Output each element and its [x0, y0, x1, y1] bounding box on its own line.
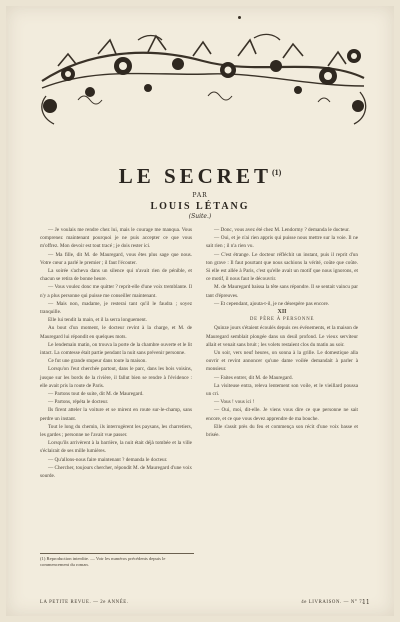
paragraph: — Donc, vous avez été chez M. Lendormy ? demanda le docteur.: [214, 227, 350, 233]
paragraph: — Et cependant, ajouta-t-il, je ne désespère pas encore.: [214, 300, 330, 307]
paragraph: — C'est étrange. Le docteur réfléchit un instant, puis il reprit d'un ton grave : Il faut pourtant que nous sachions la vérité, coûte que coûte. Si elle est allée à Paris, c'est qu'elle avait un motif que nous ignorons, et ce motif, il nous faut le découvrir.: [206, 251, 358, 283]
paragraph: Ce fut une grande stupeur dans toute la maison.: [48, 358, 147, 365]
paragraph: Elle s'assit près du feu et commença son récit d'une voix basse et brisée.: [206, 423, 358, 439]
paragraph: Le lendemain matin, on trouva la porte de la chambre ouverte et le lit intact. La comtesse était partie pendant la nuit sans prévenir personne.: [40, 341, 192, 357]
paragraph: — Oui, moi, dit-elle. Je viens vous dire ce que personne ne sait encore, et ce que vous devez apprendre de ma bouche.: [206, 407, 358, 422]
paragraph: La visiteuse entra, releva lentement son voile, et le vieillard poussa un cri.: [206, 382, 358, 398]
page-footer: [40, 600, 364, 605]
paragraph: — Faites entrer, dit M. de Mauregard.: [214, 374, 293, 381]
page-ink-mark: [238, 16, 241, 19]
byline-par: PAR: [192, 192, 208, 199]
paragraph: — Vous voulez donc me quitter ? reprit-elle d'une voix tremblante. Il n'y a plus personne qui puisse me conseiller maintenant.: [40, 284, 192, 299]
paragraph: Elle lui tendit la main, et il la serra longuement.: [48, 317, 147, 324]
footer-publication: LA PETITE REVUE. — 2e ANNÉE.: [40, 600, 129, 605]
footer-issue: 4e LIVRAISON. — N° 7.: [301, 600, 364, 605]
title-footnote-marker: (1): [271, 168, 282, 177]
chapter-subtitle: DE PÈRE À PERSONNE: [249, 317, 315, 323]
article-author: LOUIS LÉTANG: [150, 201, 250, 212]
paragraph: Un soir, vers neuf heures, on sonna à la grille. Le domestique alla ouvrir et revint annoncer qu'une dame voilée demandait à parler à monsieur.: [206, 350, 358, 373]
paragraph: — Mais non, madame, je resterai tant qu'il le faudra ; soyez tranquille.: [40, 300, 192, 316]
paragraph: — Je voulais me rendre chez lui, mais le courage me manqua. Vous comprenez maintenant pourquoi je ne puis accepter ce que vous m'offrez. Mon devoir est tout tracé ; je dois rester ici.: [40, 227, 192, 250]
paragraph: La soirée s'acheva dans un silence qui n'avait rien de pénible, et chacun se retira de bonne heure.: [40, 268, 192, 283]
floral-banner-illustration: [28, 26, 378, 128]
chapter-number: XII: [277, 309, 287, 316]
article-continuation-note: (Suite.): [188, 213, 212, 220]
paragraph: Ils firent atteler la voiture et se mirent en route sur-le-champ, sans perdre un instant.: [40, 407, 192, 422]
paragraph: Au bout d'un moment, le docteur revint à la charge, et M. de Mauregard lui répondit en quelques mots.: [40, 325, 192, 340]
paragraph: — Vous ! vous ici !: [214, 399, 255, 406]
footnote: (1) Reproduction interdite. — Voir les numéros précédents depuis le commencement du roman.: [40, 556, 166, 567]
paragraph: Lorsqu'on l'eut cherchée partout, dans le parc, dans les bois voisins, jusque sur les bords de la rivière, il fallut bien se rendre à l'évidence : elle avait pris la route de Paris.: [40, 366, 192, 389]
article-header: [6, 164, 394, 220]
paragraph: — Partons tout de suite, dit M. de Mauregard.: [48, 391, 144, 398]
paragraph: — Partons, répéta le docteur.: [48, 399, 109, 406]
page-number: 11: [362, 599, 370, 606]
paragraph: M. de Mauregard baissa la tête sans répondre. Il se sentait vaincu par tant d'épreuves.: [206, 284, 358, 299]
left-text-column: [40, 226, 192, 480]
paragraph: — Qu'allons-nous faire maintenant ? demanda le docteur.: [48, 456, 168, 463]
paragraph: Tout le long du chemin, ils interrogèrent les paysans, les charretiers, les gardes ; personne ne l'avait vue passer.: [40, 423, 192, 439]
article-title-text: LE SECRET: [118, 164, 272, 188]
paragraph: — Ma fille, dit M. de Mauregard, vous êtes plus sage que nous. Votre cœur a parlé le premier ; il faut l'écouter.: [40, 251, 192, 266]
paragraph: Quinze jours s'étaient écoulés depuis ces événements, et la maison de Mauregard semblait plongée dans un deuil profond. Le vieux serviteur allait et venait sans bruit ; les volets restaient clos du matin au soir.: [206, 325, 358, 348]
footnote-rule: [40, 553, 194, 554]
newspaper-page: [6, 6, 394, 616]
paragraph: — Chercher, toujours chercher, répondit M. de Mauregard d'une voix sourde.: [40, 464, 192, 480]
article-title: [6, 164, 394, 189]
paragraph: Lorsqu'ils arrivèrent à la barrière, la nuit était déjà tombée et la ville s'éclairait de ses mille lumières.: [40, 440, 192, 455]
right-text-column: [206, 226, 358, 439]
paragraph: — Oui, et je n'ai rien appris qui puisse nous mettre sur la voie. Il ne sait rien ; il n'a rien vu.: [206, 235, 358, 250]
